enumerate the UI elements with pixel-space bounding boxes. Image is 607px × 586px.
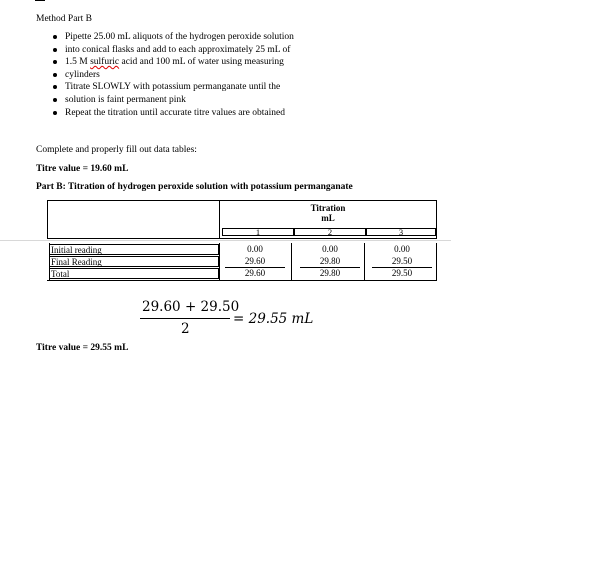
cell-final-1: 29.60 [225,256,285,268]
row-label-initial: Initial reading [49,244,219,255]
method-list [52,31,294,119]
instruction-text: Complete and properly fill out data tables: [36,145,197,155]
list-item: into conical flasks and add to each approximately 25 mL of [52,44,294,57]
equation-result: = 29.55 mL [233,311,314,327]
cell-initial-1: 0.00 [247,244,263,254]
column-divider [219,243,220,280]
list-item: solution is faint permanent pink [52,94,294,107]
part-b-title: Part B: Titration of hydrogen peroxide solution with potassium permanganate [36,182,353,192]
titration-readings-table [47,243,437,281]
titre-value-final: Titre value = 29.55 mL [36,343,129,353]
equation-denominator: 2 [181,321,190,337]
step-text: 1.5 M [65,57,91,68]
titration-header-table [47,200,437,239]
table-unit: mL [321,213,335,223]
column-divider [291,243,292,280]
list-item: Titrate SLOWLY with potassium permanganate until the [52,81,294,94]
spellcheck-word[interactable]: sulfuric [90,57,120,68]
column-header-1: 1 [222,228,294,236]
page-divider [0,240,451,241]
column-divider [436,243,437,280]
list-item: cylinders [52,69,294,82]
cell-total-2: 29.80 [319,268,341,278]
cell-total-3: 29.50 [391,268,413,278]
row-label-final: Final Reading [49,256,219,267]
list-item [52,56,294,69]
titre-value-first: Titre value = 19.60 mL [36,164,129,174]
cell-final-2: 29.80 [300,256,360,268]
cell-total-1: 29.60 [244,268,266,278]
list-item: Pipette 25.00 mL aliquots of the hydrogen peroxide solution [52,31,294,44]
equation-numerator: 29.60 + 29.50 [142,299,240,315]
column-divider [364,243,365,280]
corner-mark [35,0,45,4]
section-heading: Method Part B [36,14,92,24]
cell-initial-3: 0.00 [394,244,410,254]
column-header-2: 2 [294,228,366,236]
row-label-total: Total [49,268,219,279]
step-text: acid and 100 mL of water using measuring [119,57,284,68]
cell-initial-2: 0.00 [322,244,338,254]
list-item: Repeat the titration until accurate titre values are obtained [52,107,294,120]
table-title: Titration [310,203,346,213]
fraction-bar [140,318,230,319]
cell-final-3: 29.50 [372,256,432,268]
column-header-3: 3 [366,228,436,236]
